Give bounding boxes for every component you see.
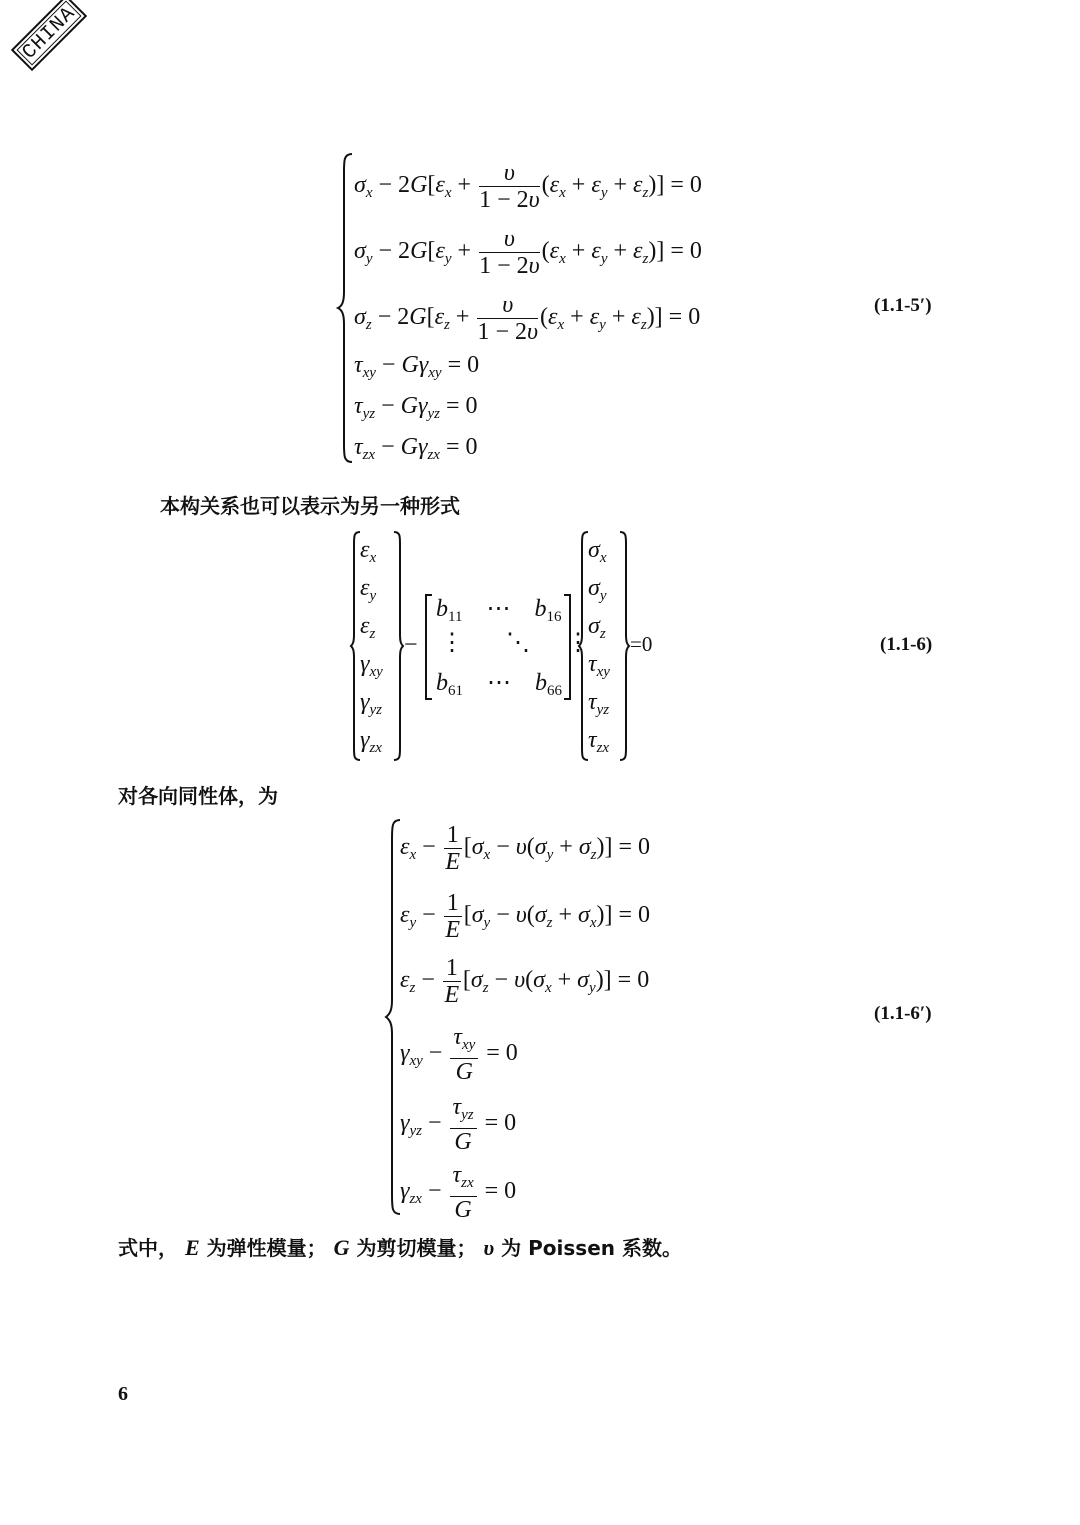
eq1-line-4: $\tau_{xy} - G\gamma_{xy} = 0$ — [354, 352, 480, 381]
matrix-row-3: $b_{61}$ ⋯ $b_{66}$ — [436, 670, 562, 699]
eq1-line-5: $\tau_{yz} - G\gamma_{yz} = 0$ — [354, 393, 478, 422]
eq1-brace — [336, 152, 356, 464]
matrix-row-1: $b_{11}$ ⋯ $b_{16}$ — [436, 596, 562, 625]
strain-vector: $\varepsilon_x$ $\varepsilon_y$ $\varepsilon_z$ $\gamma_{xy}$ $\gamma_{yz}$ $\gamma_{zx}$ — [360, 537, 383, 756]
eq2-number: (1.1-6) — [880, 634, 933, 655]
eq2-right-vector-brace-close — [618, 530, 630, 762]
definition-g: 为剪切模量； — [356, 1236, 477, 1260]
china-stamp — [11, 0, 87, 71]
definitions-prefix: 式中， — [118, 1236, 178, 1260]
eq3-line-1: $\varepsilon_x$ − $\frac{1}{E}$ $[\sigma_x - \upsilon(\sigma_y + \sigma_z)] = 0$ — [400, 822, 651, 875]
eq1-line-1: $\sigma_x - 2G[\varepsilon_x$ + $\frac{\upsilon}{1 - 2\upsilon}$ $(\varepsilon_x + \varepsilon_y + \varepsilon_z)] = 0$ — [354, 160, 702, 213]
eq3-line-4: $\gamma_{xy}$ − $\frac{\tau_{xy}}{G}$ = 0 — [400, 1024, 518, 1085]
eq3-line-5: $\gamma_{yz}$ − $\frac{\tau_{yz}}{G}$ = 0 — [400, 1094, 517, 1155]
stress-vector: $\sigma_x$ $\sigma_y$ $\sigma_z$ $\tau_{xy}$ $\tau_{yz}$ $\tau_{zx}$ — [588, 537, 610, 756]
matrix-row-2: ⋮ ⋱ ⋮ — [440, 630, 590, 656]
definition-e: 为弹性模量； — [206, 1236, 327, 1260]
eq3-line-6: $\gamma_{zx}$ − $\frac{\tau_{zx}}{G}$ = 0 — [400, 1162, 517, 1223]
eq2-equals-zero: =0 — [630, 632, 653, 656]
paragraph-isotropic: 对各向同性体，为 — [118, 784, 278, 808]
eq1-number: (1.1-5′) — [874, 295, 932, 316]
symbol-g: G — [333, 1235, 350, 1260]
matrix-bracket-right — [562, 594, 572, 700]
eq1-line-3: $\sigma_z - 2G[\varepsilon_z$ + $\frac{\upsilon}{1 - 2\upsilon}$ $(\varepsilon_x + \varepsilon_y + \varepsilon_z)] = 0$ — [354, 292, 701, 345]
page-number: 6 — [118, 1383, 128, 1405]
symbol-e: E — [184, 1235, 200, 1260]
paragraph-definitions — [118, 1232, 682, 1261]
eq2-left-vector-brace-close — [392, 530, 404, 762]
stamp-text: CHINA — [17, 1, 81, 65]
symbol-v: υ — [483, 1235, 495, 1260]
eq1-line-2: $\sigma_y - 2G[\varepsilon_y$ + $\frac{\upsilon}{1 - 2\upsilon}$ $(\varepsilon_x + \varepsilon_y + \varepsilon_z)] = 0$ — [354, 226, 702, 279]
definition-v: 为 Poissen 系数。 — [501, 1236, 682, 1260]
eq3-line-3: $\varepsilon_z$ − $\frac{1}{E}$ $[\sigma_z - \upsilon(\sigma_x + \sigma_y)] = 0$ — [400, 955, 650, 1008]
eq1-line-6: $\tau_{zx} - G\gamma_{zx} = 0$ — [354, 434, 478, 463]
matrix-bracket-left — [424, 594, 434, 700]
eq3-brace — [384, 818, 404, 1216]
eq3-line-2: $\varepsilon_y$ − $\frac{1}{E}$ $[\sigma_y - \upsilon(\sigma_z + \sigma_x)] = 0$ — [400, 890, 651, 943]
paragraph-alternate-form: 本构关系也可以表示为另一种形式 — [160, 494, 460, 518]
eq3-number: (1.1-6′) — [874, 1003, 932, 1024]
eq2-minus: − — [404, 632, 418, 658]
